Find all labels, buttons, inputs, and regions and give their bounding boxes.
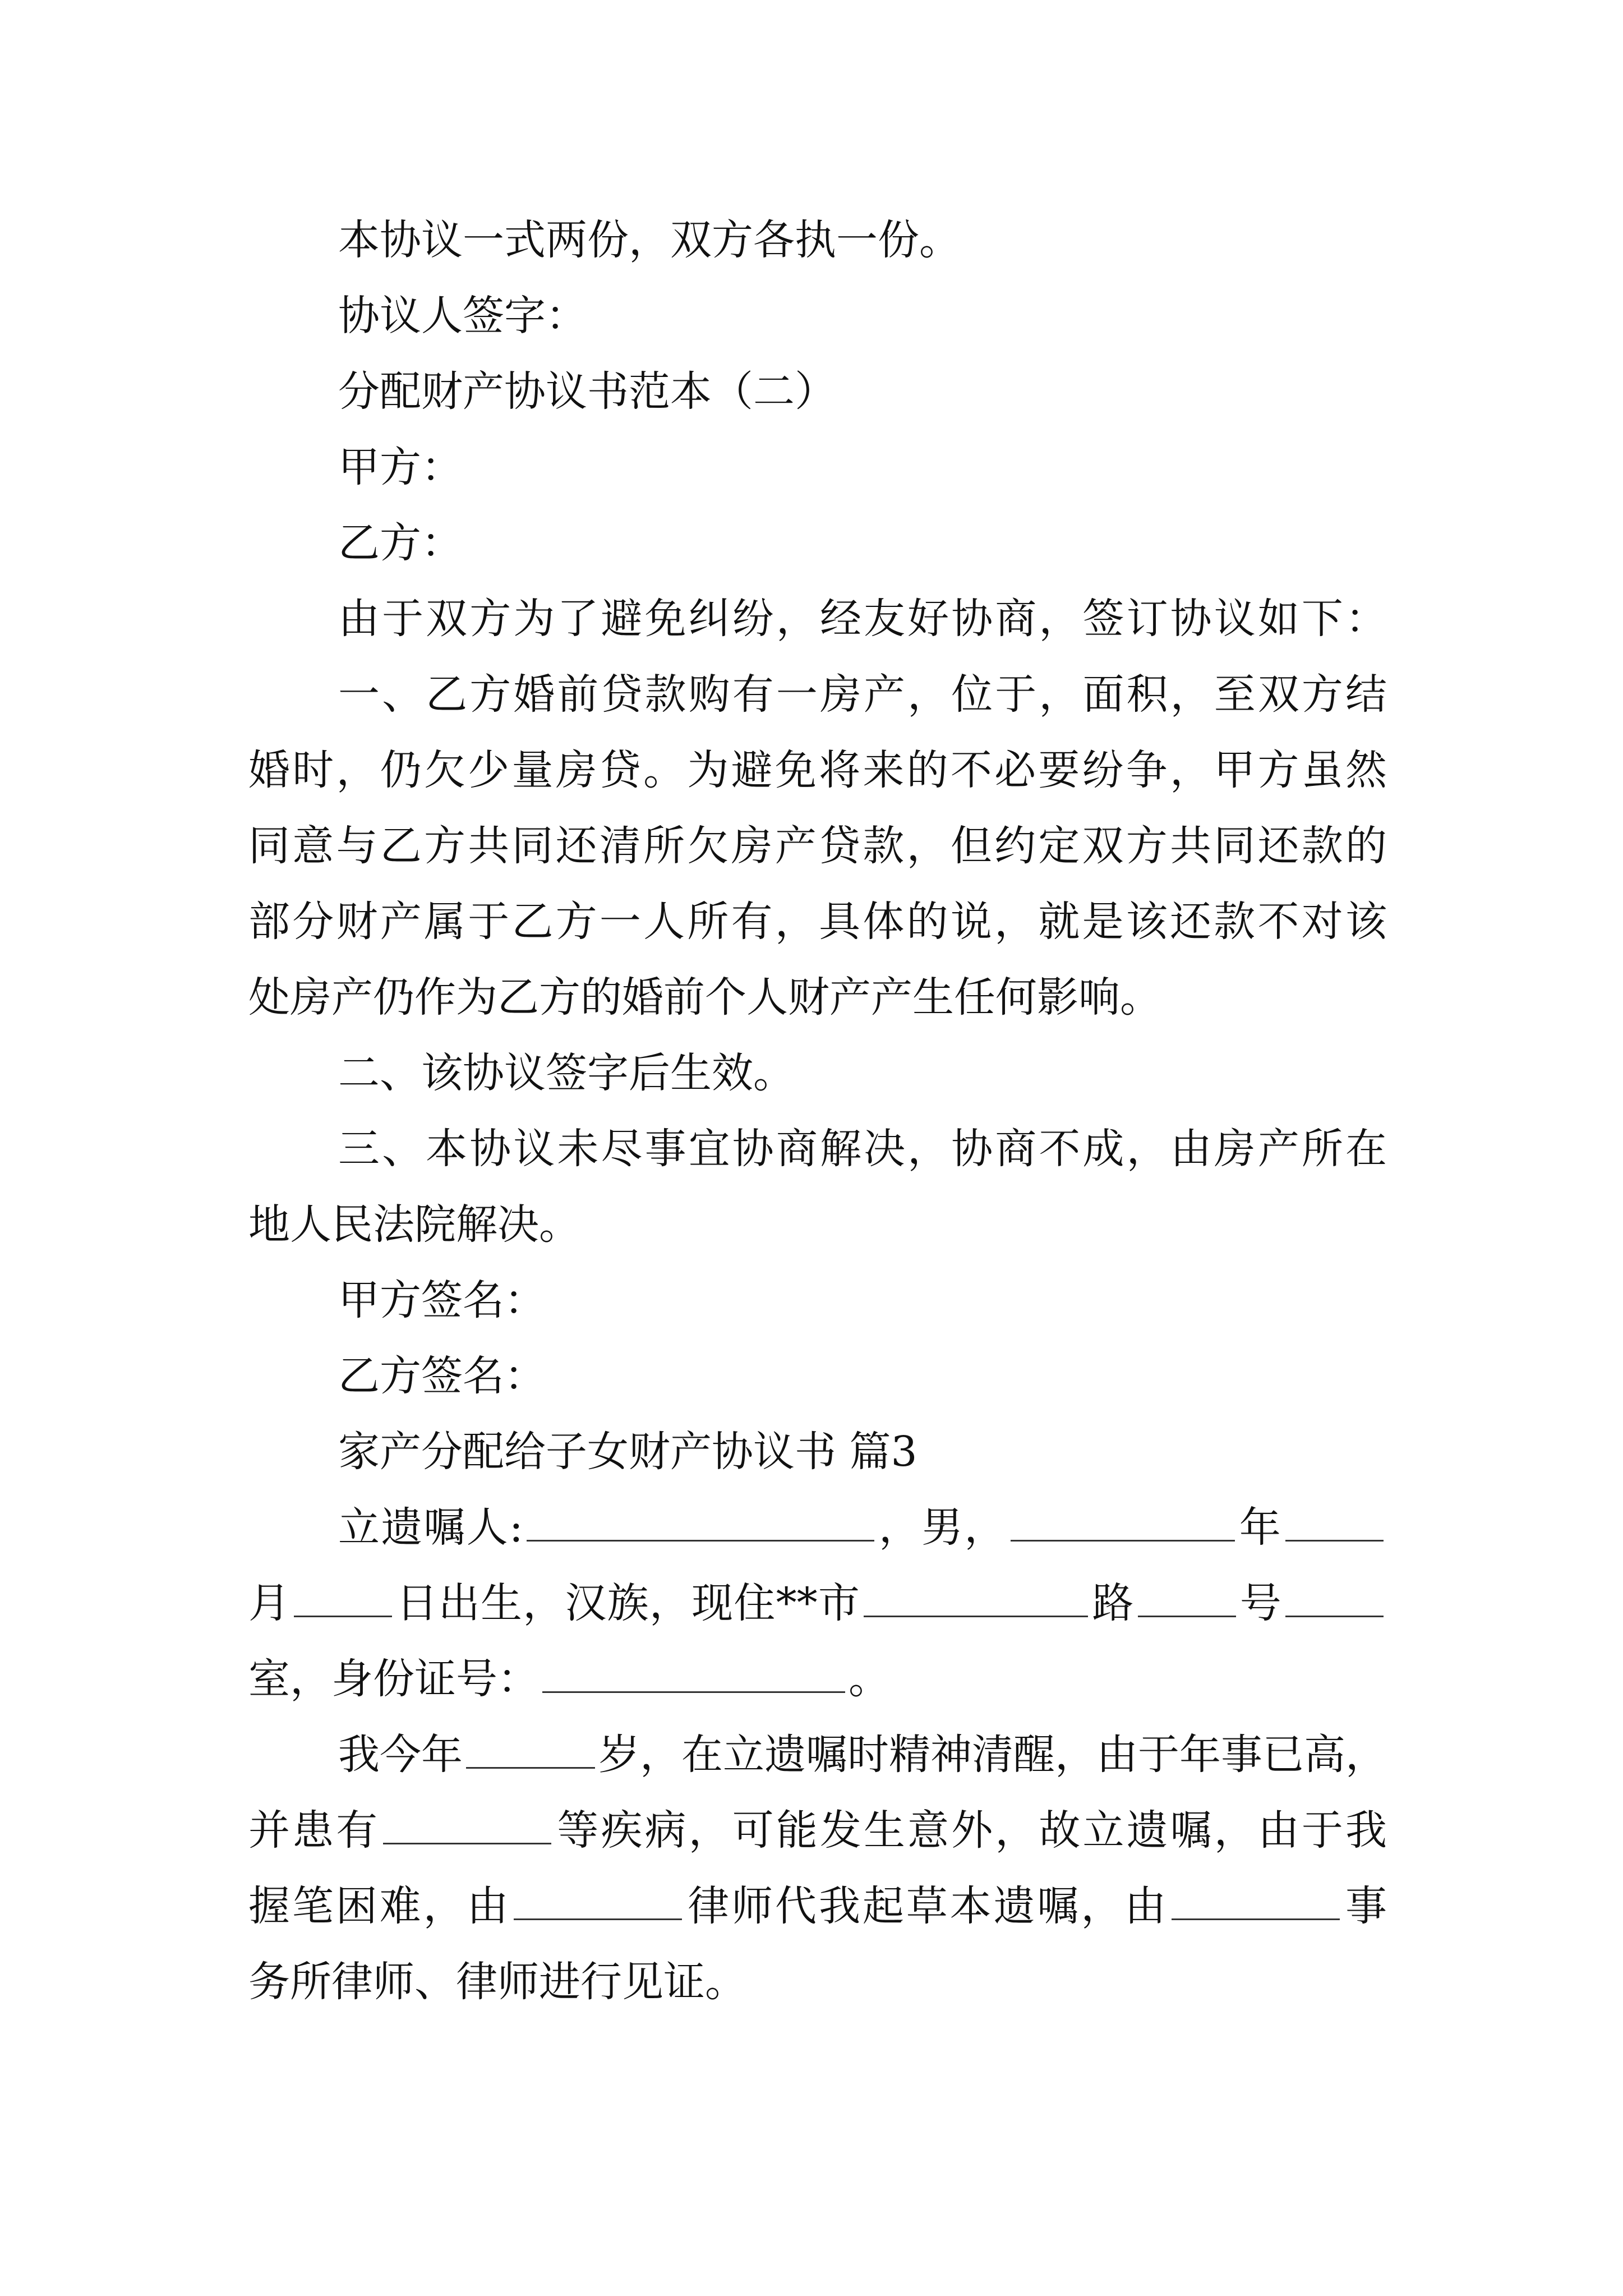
clause-3-line-1: 三、本协议未尽事宜协商解决，协商不成，由房产所在 xyxy=(338,1125,1387,1173)
text-fragment: 日出生，汉族，现住**市 xyxy=(395,1579,861,1627)
testator-line-3 xyxy=(248,1651,890,1707)
text-fragment: 岁，在立遗嘱时精神清醒，由于年事已高， xyxy=(598,1731,1387,1779)
clause-1-line-1: 一、乙方婚前贷款购有一房产，位于，面积，至双方结 xyxy=(338,670,1387,719)
text-fragment: 。 xyxy=(849,1655,890,1703)
blank-road xyxy=(864,1581,1088,1617)
text-fragment: 并患有 xyxy=(248,1806,380,1855)
text-fragment: 路 xyxy=(1091,1579,1135,1627)
section-title-part-3: 家产分配给子女财产协议书 篇3 xyxy=(338,1428,917,1476)
blank-year xyxy=(1011,1505,1235,1542)
blank-day xyxy=(294,1581,392,1617)
text-fragment: 我今年 xyxy=(338,1731,463,1779)
blank-room xyxy=(1285,1581,1384,1617)
clause-2: 二、该协议签字后生效。 xyxy=(338,1049,795,1097)
text-fragment: 年 xyxy=(1238,1503,1283,1552)
blank-law-firm xyxy=(1172,1884,1340,1920)
party-a-signature: 甲方签名： xyxy=(338,1276,546,1324)
blank-number xyxy=(1138,1581,1236,1617)
clause-1-line-2: 婚时，仍欠少量房贷。为避免将来的不必要纷争，甲方虽然 xyxy=(248,746,1387,794)
paragraph-copies: 本协议一式两份，双方各执一份。 xyxy=(338,216,961,264)
clause-1-line-3: 同意与乙方共同还清所欠房产贷款，但约定双方共同还款的 xyxy=(248,822,1387,870)
text-fragment: 事 xyxy=(1343,1882,1387,1930)
text-fragment: 月 xyxy=(248,1579,291,1627)
clause-1-line-5: 处房产仍作为乙方的婚前个人财产产生任何影响。 xyxy=(248,973,1161,1022)
blank-month xyxy=(1285,1505,1384,1542)
text-fragment: 室，身份证号： xyxy=(248,1655,539,1703)
party-b-signature: 乙方签名： xyxy=(338,1352,546,1400)
blank-id-number xyxy=(542,1657,845,1693)
text-fragment: 握笔困难，由 xyxy=(248,1882,511,1930)
will-line-2 xyxy=(248,1802,1387,1858)
text-fragment: 号 xyxy=(1239,1579,1283,1627)
blank-lawyer xyxy=(514,1884,682,1920)
will-line-4: 务所律师、律师进行见证。 xyxy=(248,1958,746,2006)
text-fragment: 立遗嘱人: xyxy=(338,1503,523,1552)
blank-illness xyxy=(383,1808,551,1844)
testator-line-1 xyxy=(338,1499,1387,1556)
will-line-1 xyxy=(338,1727,1387,1783)
text-fragment: 等疾病，可能发生意外，故立遗嘱，由于我 xyxy=(555,1806,1387,1855)
party-b-label: 乙方： xyxy=(338,519,463,567)
testator-line-2 xyxy=(248,1575,1387,1631)
clause-1-line-4: 部分财产属于乙方一人所有，具体的说，就是该还款不对该 xyxy=(248,898,1387,946)
paragraph-intro: 由于双方为了避免纠纷，经友好协商，签订协议如下： xyxy=(338,595,1387,643)
text-fragment: 律师代我起草本遗嘱，由 xyxy=(685,1882,1169,1930)
paragraph-signature-label: 协议人签字： xyxy=(338,292,587,340)
section-title-template-2: 分配财产协议书范本（二） xyxy=(338,367,836,416)
party-a-label: 甲方： xyxy=(338,443,463,491)
text-fragment: ，男， xyxy=(877,1503,1007,1552)
clause-3-line-2: 地人民法院解决。 xyxy=(248,1200,580,1249)
blank-name xyxy=(527,1505,874,1542)
blank-age xyxy=(466,1732,595,1769)
will-line-3 xyxy=(248,1878,1387,1934)
